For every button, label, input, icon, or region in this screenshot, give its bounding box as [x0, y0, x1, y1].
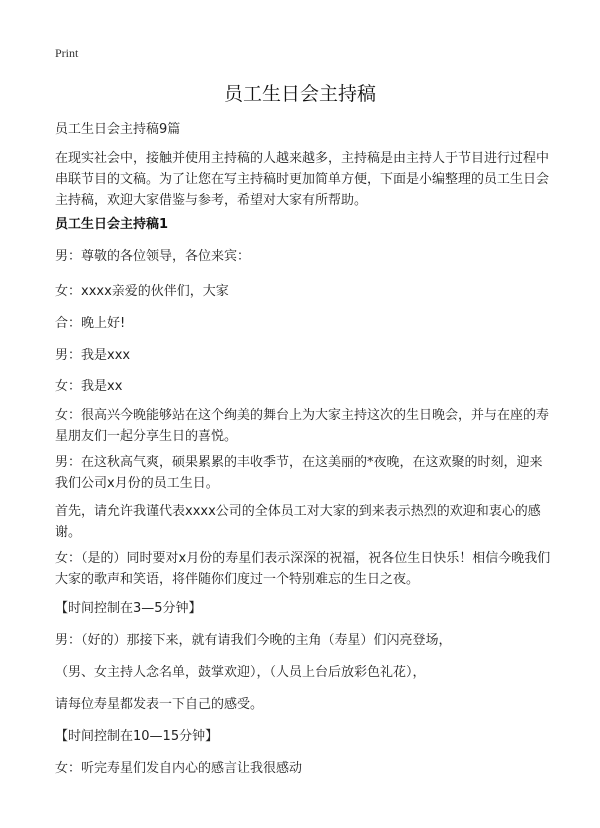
document-subtitle: 员工生日会主持稿9篇	[55, 122, 181, 137]
script-line: 合：晚上好!	[55, 316, 126, 331]
script-line: 女：（是的）同时要对x月份的寿星们表示深深的祝福，祝各位生日快乐！相信今晚我们大家的歌声和笑语，将伴随你们度过一个特别难忘的生日之夜。	[55, 551, 551, 587]
time-control-note: 【时间控制在10—15分钟】	[55, 729, 219, 744]
script-line: 男：尊敬的各位领导，各位来宾：	[55, 249, 251, 264]
intro-paragraph: 在现实社会中，接触并使用主持稿的人越来越多，主持稿是由主持人于节目进行过程中串联节目的文稿。为了让您在写主持稿时更加简单方便，下面是小编整理的员工生日会主持稿，欢迎大家借鉴与参考，希望对大家有所帮助。	[55, 151, 550, 208]
section-heading: 员工生日会主持稿1	[55, 217, 169, 232]
script-line: 男：（好的）那接下来，就有请我们今晚的主角（寿星）们闪亮登场，	[55, 633, 452, 648]
script-line: 女：很高兴今晚能够站在这个绚美的舞台上为大家主持这次的生日晚会，并与在座的寿星朋友们一起分享生日的喜悦。	[55, 408, 550, 444]
time-control-note: 【时间控制在3—5分钟】	[55, 601, 202, 616]
script-line: 请每位寿星都发表一下自己的感受。	[55, 697, 264, 712]
print-link[interactable]: Print	[55, 46, 79, 60]
script-line: （男、女主持人念名单，鼓掌欢迎），（人员上台后放彩色礼花），	[55, 665, 426, 680]
script-line: 男：我是xxx	[55, 348, 131, 363]
script-line: 女：我是xx	[55, 379, 123, 394]
script-line: 女：听完寿星们发自内心的感言让我很感动	[55, 761, 303, 776]
document-title: 员工生日会主持稿	[223, 83, 376, 105]
script-line: 首先，请允许我谨代表xxxx公司的全体员工对大家的到来表示热烈的欢迎和衷心的感谢。	[55, 504, 541, 540]
script-line: 女：xxxx亲爱的伙伴们，大家	[55, 284, 229, 299]
script-line: 男：在这秋高气爽，硕果累累的丰收季节，在这美丽的*夜晚，在这欢聚的时刻，迎来我们公司x月份的员工生日。	[55, 455, 543, 491]
